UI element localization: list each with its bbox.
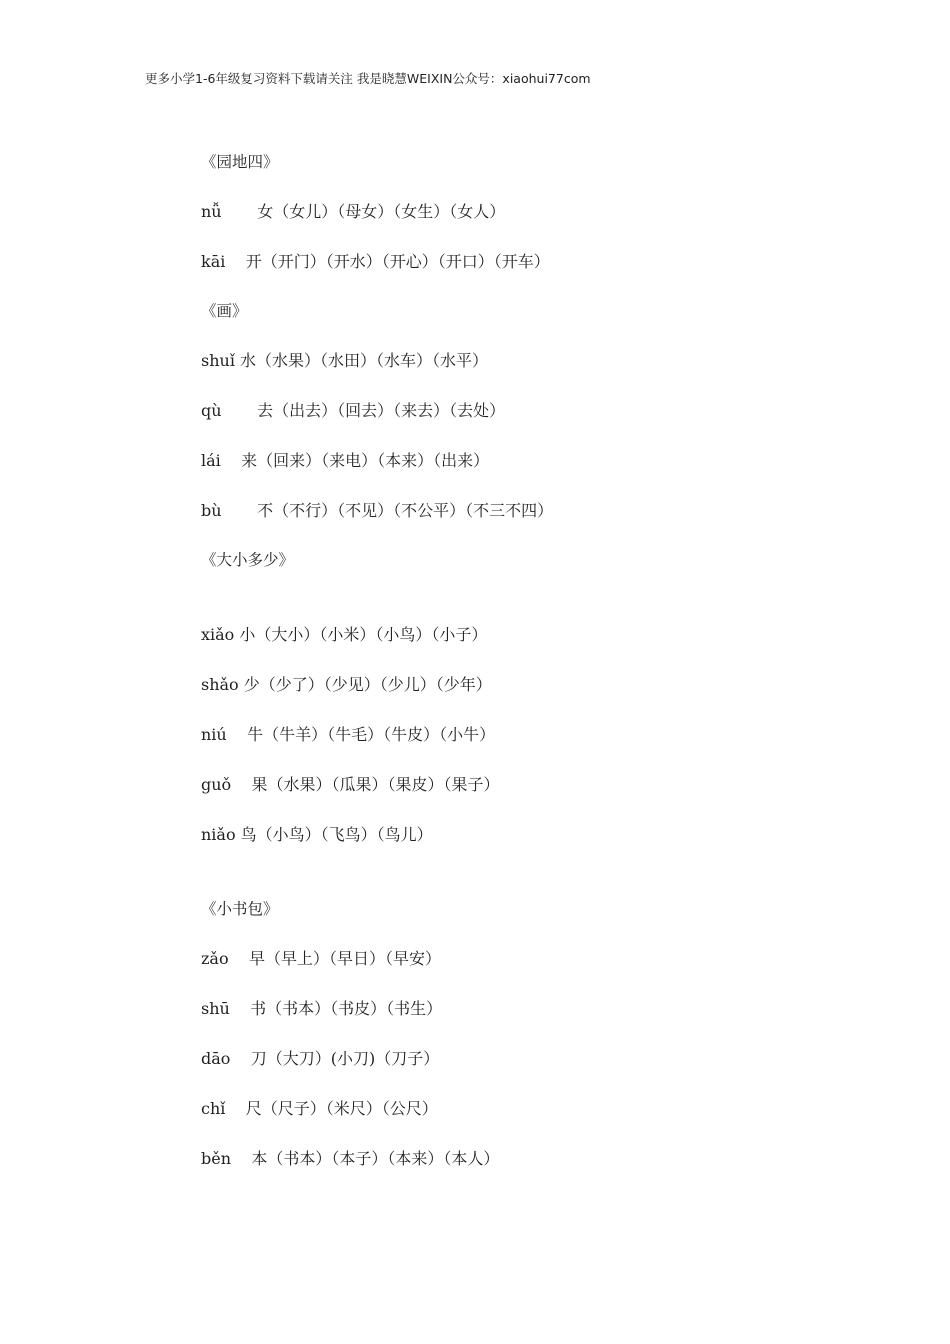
section-title-hua: 《画》 bbox=[201, 302, 248, 320]
vocab-line-ben: běn 本（书本）（本子）（本来）（本人） bbox=[201, 1149, 500, 1168]
vocab-line-niu: niú 牛（牛羊）（牛毛）（牛皮）（小牛） bbox=[201, 725, 496, 744]
page-header: 更多小学1-6年级复习资料下载请关注 我是晓慧WEIXIN公众号：xiaohui77com bbox=[145, 71, 591, 86]
vocab-line-zao: zǎo 早（早上）（早日）（早安） bbox=[201, 949, 441, 968]
vocab-line-chi: chǐ 尺（尺子）（米尺）（公尺） bbox=[201, 1099, 438, 1118]
vocab-line-kai: kāi 开（开门）（开水）（开心）（开口）（开车） bbox=[201, 252, 550, 271]
section-title-yuandi-si: 《园地四》 bbox=[201, 153, 279, 171]
vocab-line-shu: shū 书（书本）（书皮）（书生） bbox=[201, 999, 443, 1018]
vocab-line-qu: qù 去（出去）（回去）（来去）（去处） bbox=[201, 401, 506, 420]
vocab-line-lai: lái 来（回来）（来电）（本来）（出来） bbox=[201, 451, 490, 470]
vocab-line-bu: bù 不（不行）（不见）（不公平）（不三不四） bbox=[201, 501, 554, 520]
section-title-xiao-shubao: 《小书包》 bbox=[201, 900, 279, 918]
section-title-daxiao-duoshao: 《大小多少》 bbox=[201, 551, 295, 569]
vocab-line-dao: dāo 刀（大刀）(小刀)（刀子） bbox=[201, 1049, 440, 1068]
vocab-line-nu: nǚ 女（女儿）（母女）（女生）（女人） bbox=[201, 202, 506, 221]
vocab-line-niao: niǎo 鸟（小鸟）（飞鸟）（鸟儿） bbox=[201, 825, 433, 844]
vocab-line-guo: guǒ 果（水果）（瓜果）（果皮）（果子） bbox=[201, 775, 500, 794]
vocab-line-shao: shǎo 少（少了）（少见）（少儿）（少年） bbox=[201, 675, 492, 694]
vocab-line-xiao: xiǎo 小（大小）（小米）（小鸟）（小子） bbox=[201, 625, 488, 644]
vocab-line-shui: shuǐ 水（水果）（水田）（水车）（水平） bbox=[201, 351, 489, 370]
